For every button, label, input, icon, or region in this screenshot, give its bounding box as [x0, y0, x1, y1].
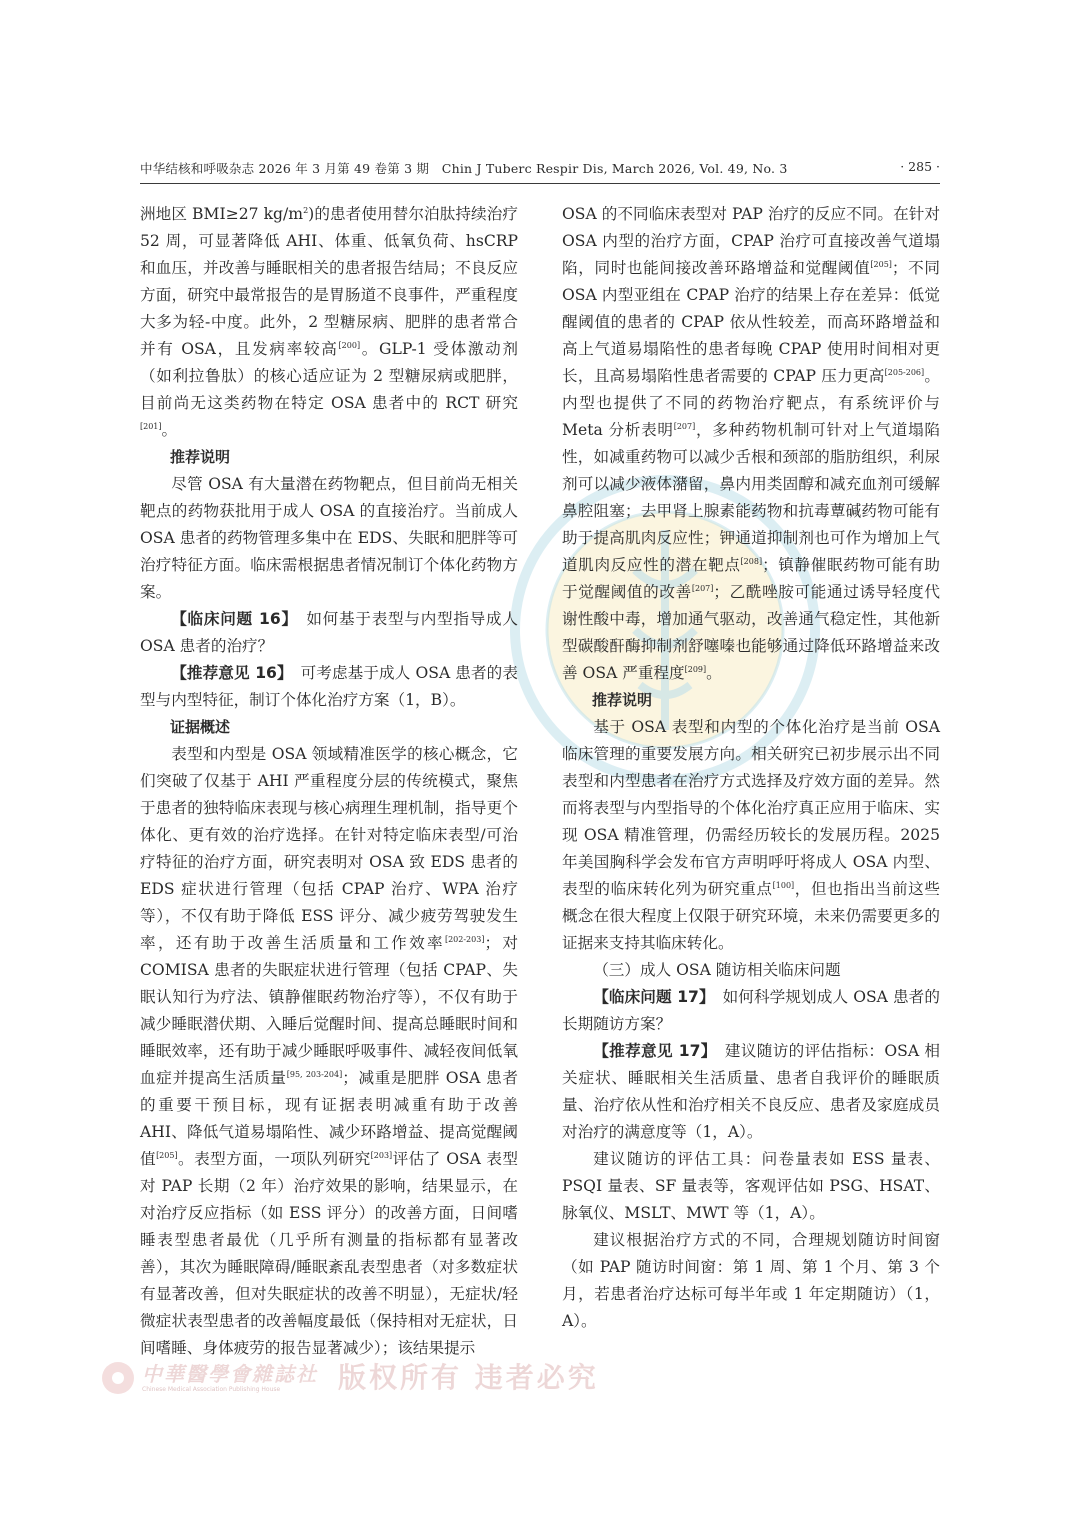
citation-ref: [95, 203-204]	[286, 1069, 343, 1079]
paragraph: 建议根据治疗方式的不同，合理规划随访时间窗（如 PAP 随访时间窗：第 1 周、第 1 个月、第 3 个月，若患者治疗达标可每半年或 1 年定期随访）（1，A）。	[562, 1231, 940, 1330]
section-heading: 证据概述	[170, 718, 231, 736]
paragraph: 建议随访的评估工具：问卷量表如 ESS 量表、PSQI 量表、SF 量表等，客观评估如 PSG、HSAT、脉氧仪、MSLT、MWT 等（1，A）。	[562, 1150, 940, 1222]
paragraph: OSA 的不同临床表型对 PAP 治疗的反应不同。在针对 OSA 内型的治疗方面，CPAP 治疗可直接改善气道塌陷，同时也能间接改善环路增益和觉醒阈值[205]；不同 OSA 内型亚组在 CPAP 治疗的结果上存在差异：低觉醒阈值的患者的 CPAP 依从性较差，而高环路增益和高上气道易塌陷性的患者每晚 CPAP 使用时间相对更长，且高易塌陷性患者需要的 CPAP 压力更高[205-206]。内型也提供了不同的药物治疗靶点，有系统评价与 Meta 分析表明[207]，多种药物机制可针对上气道塌陷性，如减重药物可以减少舌根和颈部的脂肪组织，利尿剂可以减少液体潴留，鼻内用类固醇和减充血剂可缓解鼻腔阻塞；去甲肾上腺素能药物和抗毒蕈碱药物可能有助于提高肌肉反应性；钾通道抑制剂也可作为增加上气道肌肉反应性的潜在靶点[208]；镇静催眠药物可能有助于觉醒阈值的改善[207]；乙酰唑胺可能通过诱导轻度代谢性酸中毒，增加通气驱动，改善通气稳定性，其他新型碳酸酐酶抑制剂舒噻嗪也能够通过降低环路增益来改善 OSA 严重程度[209]。	[562, 205, 940, 682]
citation-ref: [205-206]	[884, 367, 925, 377]
publisher-name-en: Chinese Medical Association Publishing House	[142, 1386, 281, 1393]
citation-ref: [208]	[740, 556, 763, 566]
copyright-mark: 版权所有 违者必究	[338, 1361, 599, 1394]
subsection-heading: （三）成人 OSA 随访相关临床问题	[593, 961, 841, 979]
citation-ref: [209]	[684, 664, 707, 674]
section-heading: 推荐说明	[592, 691, 653, 709]
citation-ref: [203]	[370, 1150, 393, 1160]
clinical-question-17: 【临床问题 17】 如何科学规划成人 OSA 患者的长期随访方案？	[562, 988, 940, 1033]
publisher-logo	[100, 1356, 599, 1402]
citation-ref: [201]	[140, 421, 162, 431]
recommendation-16: 【推荐意见 16】 可考虑基于成人 OSA 患者的表型与内型特征，制订个体化治疗方案（1，B）。	[140, 664, 518, 709]
header-rule	[140, 183, 940, 184]
flower-logo-icon	[100, 1360, 136, 1396]
citation-ref: [100]	[772, 880, 795, 890]
citation-ref: [200]	[338, 340, 361, 350]
citation-ref: [205]	[156, 1150, 178, 1160]
citation-ref: [207]	[673, 421, 696, 431]
paragraph: 洲地区 BMI≥27 $kg/m^2$)的患者使用替尔泊肽持续治疗 52 周，可显著降低 AHI、体重、低氧负荷、hsCRP 和血压，并改善与睡眠相关的患者报告结局；不良反应方面，研究中最常报告的是胃肠道不良事件，严重程度大多为轻-中度。此外，2 型糖尿病、肥胖的患者常合并有 OSA，且发病率较高[200]。GLP-1 受体激动剂（如利拉鲁肽）的核心适应证为 2 型糖尿病或肥胖，目前尚无这类药物在特定 OSA 患者中的 RCT 研究[201]。	[140, 205, 518, 439]
page-number: · 285 ·	[900, 159, 940, 174]
running-header	[140, 159, 940, 181]
recommendation-17: 【推荐意见 17】 建议随访的评估指标：OSA 相关症状、睡眠相关生活质量、患者自我评价的睡眠质量、治疗依从性和治疗相关不良反应、患者及家庭成员对治疗的满意度等（1，A）。	[562, 1042, 940, 1141]
journal-citation: 中华结核和呼吸杂志 2026 年 3 月第 49 卷第 3 期 Chin J Tuberc Respir Dis, March 2026, Vol. 49, No. 3	[140, 161, 788, 176]
paragraph: 表型和内型是 OSA 领域精准医学的核心概念，它们突破了仅基于 AHI 严重程度分层的传统模式，聚焦于患者的独特临床表现与核心病理生理机制，指导更个体化、更有效的治疗选择。在针对特定临床表型/可治疗特征的治疗方面，研究表明对 OSA 致 EDS 患者的 EDS 症状进行管理（包括 CPAP 治疗、WPA 治疗等），不仅有助于降低 ESS 评分、减少疲劳驾驶发生率，还有助于改善生活质量和工作效率[202-203]；对 COMISA 患者的失眠症状进行管理（包括 CPAP、失眠认知行为疗法、镇静催眠药物治疗等），不仅有助于减少睡眠潜伏期、入睡后觉醒时间、提高总睡眠时间和睡眠效率，还有助于减少睡眠呼吸事件、减轻夜间低氧血症并提高生活质量[95, 203-204]；减重是肥胖 OSA 患者的重要干预目标，现有证据表明减重有助于改善 AHI、降低气道易塌陷性、减少环路增益、提高觉醒阈值[205]。表型方面，一项队列研究[203]评估了 OSA 表型对 PAP 长期（2 年）治疗效果的影响，结果显示，在对治疗反应指标（如 ESS 评分）的改善方面，日间嗜睡表型患者最优（几乎所有测量的指标都有显著改善），其次为睡眠障碍/睡眠紊乱表型患者（对多数症状有显著改善，但对失眠症状的改善不明显），无症状/轻微症状表型患者的改善幅度最低（保持相对无症状，日间嗜睡、身体疲劳的报告显著减少）；该结果提示	[140, 745, 518, 1357]
paragraph: 尽管 OSA 有大量潜在药物靶点，但目前尚无相关靶点的药物获批用于成人 OSA 的直接治疗。当前成人 OSA 患者的药物管理多集中在 EDS、失眠和肥胖等可治疗特征方面。临床需根据患者情况制订个体化药物方案。	[140, 475, 518, 601]
paragraph: 基于 OSA 表型和内型的个体化治疗是当前 OSA 临床管理的重要发展方向。相关研究已初步展示出不同表型和内型患者在治疗方式选择及疗效方面的差异。然而将表型与内型指导的个体化治疗真正应用于临床、实现 OSA 精准管理，仍需经历较长的发展历程。2025 年美国胸科学会发布官方声明呼吁将成人 OSA 内型、表型的临床转化列为研究重点[100]，但也指出当前这些概念在很大程度上仅限于研究环境，未来仍需要更多的证据来支持其临床转化。	[562, 718, 940, 952]
right-column	[562, 201, 940, 1335]
citation-ref: [205]	[870, 259, 892, 269]
citation-ref: [207]	[691, 583, 714, 593]
citation-ref: [202-203]	[444, 934, 485, 944]
left-column	[140, 201, 518, 1362]
clinical-question-16: 【临床问题 16】 如何基于表型与内型指导成人 OSA 患者的治疗？	[140, 610, 518, 655]
publisher-name: 中華醫學會雜誌社	[142, 1362, 318, 1386]
section-heading: 推荐说明	[170, 448, 231, 466]
